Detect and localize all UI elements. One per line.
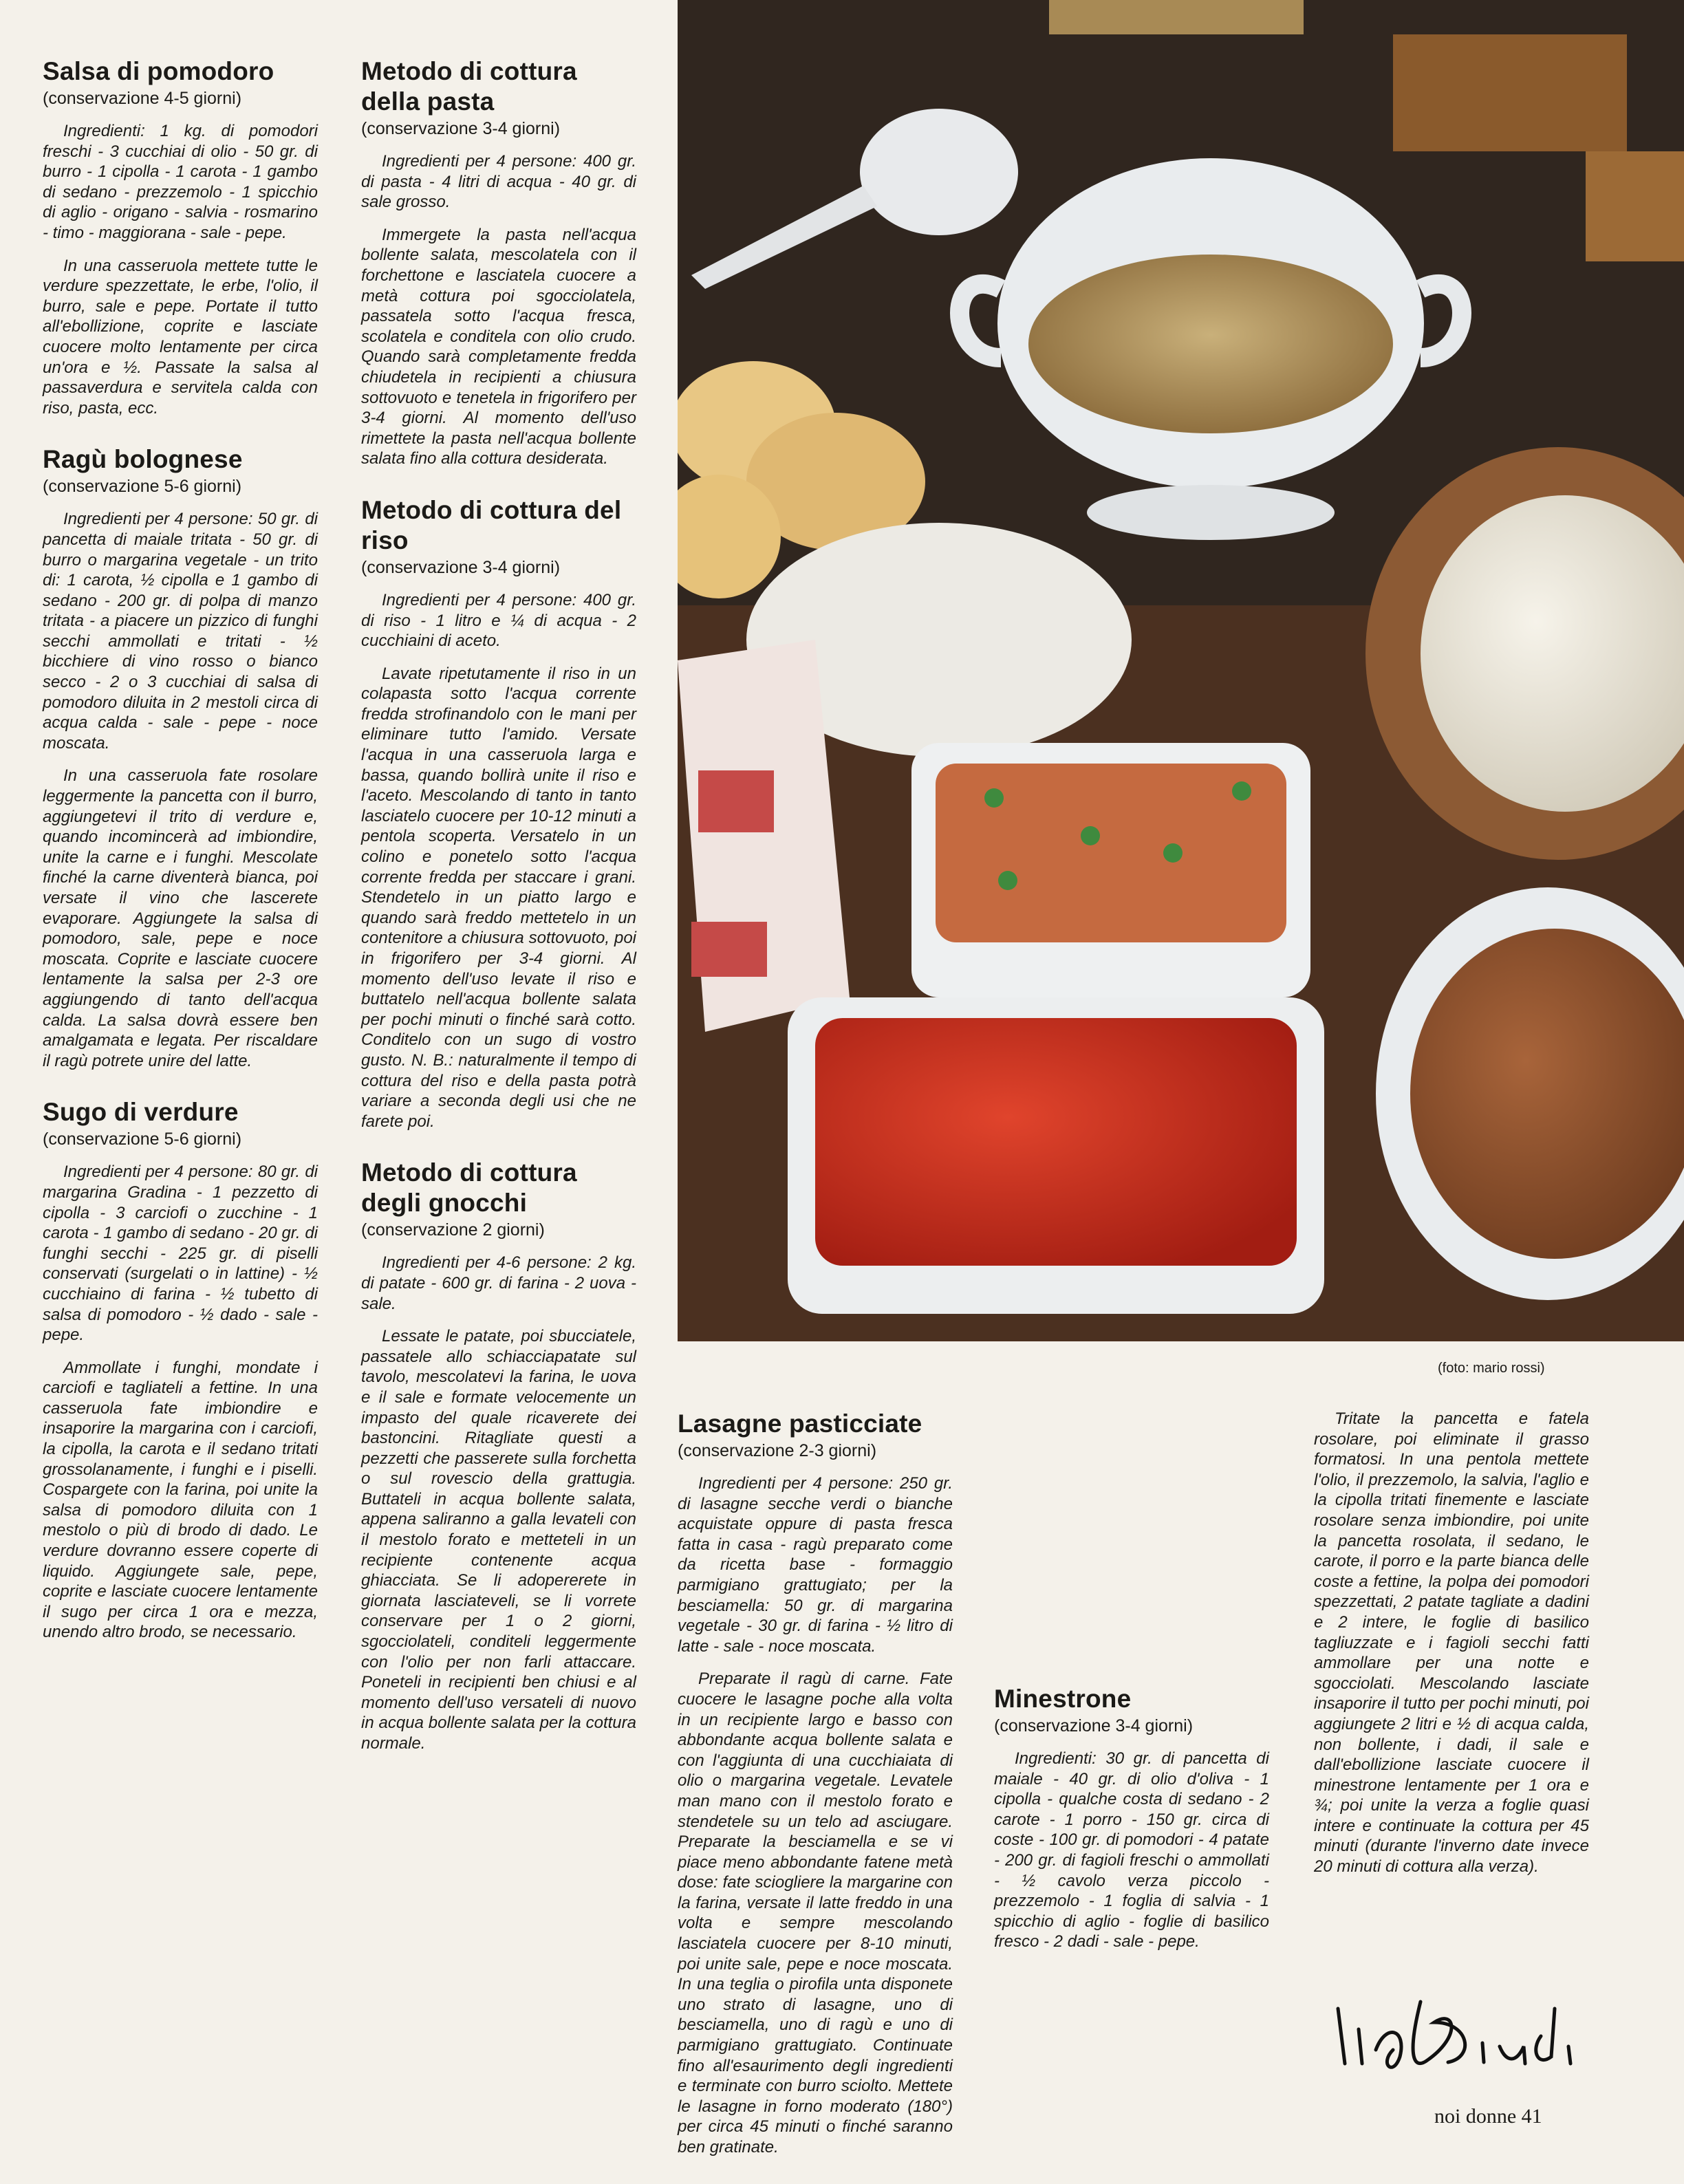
- recipe-method: Immergete la pasta nell'acqua bollente salata, mescolatela con il forchettone e lasciatela cuocere a metà cottura poi sgocciolatela, passatela sotto l'acqua fresca, scolatela e conditela con olio crudo. Quando sarà completamente fredda chiudetela in recipienti a chiusura sottovuoto e tenetela in frigorifero per 3-4 giorni. Al momento dell'uso rimettete la pasta nell'acqua bollente salata fino alla cottura desiderata.: [361, 225, 636, 468]
- recipe-ingredients: Ingredienti: 30 gr. di pancetta di maiale - 40 gr. di olio d'oliva - 1 cipolla - qualche costa di sedano - 2 carote - 1 porro - 150 gr. circa di coste - 100 gr. di pomodori - 4 patate - 200 gr. di fagioli freschi o ammollati - ½ cavolo verza piccolo - prezzemolo - 1 foglia di salvia - 1 spicchio di aglio - foglie di basilico fresco - 2 dadi - sale - pepe.: [994, 1749, 1269, 1951]
- recipe-subtitle: (conservazione 5-6 giorni): [43, 1129, 242, 1149]
- recipe-title: Metodo di cottura della pasta: [361, 57, 577, 116]
- recipe-subtitle: (conservazione 3-4 giorni): [361, 557, 561, 577]
- recipe-minestrone: [994, 1684, 1269, 1952]
- recipe-method: In una casseruola mettete tutte le verdure spezzettate, le erbe, l'olio, il burro, sale e pepe. Portate il tutto all'ebollizione, coprite e lasciate cuocere molto lentamente per circa un'ora e ½. Passate la salsa al passaverdura e servitela calda con riso, pasta, ecc.: [43, 256, 318, 418]
- signature-icon: [1324, 1981, 1586, 2084]
- recipe-title: Metodo di cottura degli gnocchi: [361, 1158, 577, 1218]
- recipe-title: Sugo di verdure: [43, 1098, 239, 1127]
- column-4: [994, 1684, 1269, 1978]
- recipe-ingredients: Ingredienti per 4 persone: 50 gr. di pancetta di maiale tritata - 50 gr. di burro o margarina vegetale - un trito di: 1 carota, ½ cipolla e 1 gambo di sedano - 200 gr. di polpa di manzo tritata - a piacere un pizzico di funghi secchi ammollati e tritati - ½ bicchiere di vino rosso o bianco secco - 2 o 3 cucchiai di salsa di pomodoro diluita in 2 mestoli circa di acqua calda - sale - pepe - noce moscata.: [43, 510, 318, 753]
- recipe-subtitle: (conservazione 5-6 giorni): [43, 477, 242, 497]
- recipe-cottura-gnocchi: [361, 1158, 636, 1753]
- author-signature: [1324, 1981, 1586, 2084]
- recipe-cottura-pasta: [361, 56, 636, 469]
- recipe-ingredients: Ingredienti per 4 persone: 250 gr. di lasagne secche verdi o bianche acquistate oppure di pasta fresca fatta in casa - ragù preparato come da ricetta base - formaggio parmigiano grattugiato; per la besciamella: 50 gr. di margarina vegetale - 30 gr. di farina - ½ litro di latte - sale - noce moscata.: [678, 1474, 953, 1656]
- column-3: [678, 1409, 953, 2184]
- recipe-subtitle: (conservazione 3-4 giorni): [361, 119, 561, 138]
- recipe-method: Lessate le patate, poi sbucciatele, passatele allo schiacciapatate sul tavolo, mescolatevi la farina, le uova e il sale e formate velocemente un impasto del quale ricaverete dei bastoncini. Ritagliate questi a pezzetti che passerete sulla forchetta o sul rovescio della grattugia. Buttateli in acqua bollente salata, appena saliranno a galla levateli con il mestolo forato e metteteli in un recipiente contenente acqua ghiacciata. Se li adopererete in giornata lasciateveli, se li vorrete conservare per 1 o 2 giorni, sgocciolateli, conditeli leggermente con l'olio per non farli attaccare. Poneteli in recipienti ben chiusi e al momento dell'uso versateli di nuovo in acqua bollente salata per la cottura normale.: [361, 1327, 636, 1753]
- recipe-method: Lavate ripetutamente il riso in un colapasta sotto l'acqua corrente fredda strofinandolo con le mani per eliminare tutto l'amido. Versate l'acqua in una casseruola larga e bassa, quando bollirà unite il riso e l'aceto. Mescolando di tanto in tanto lasciatelo cuocere per 10-12 minuti a pentola scoperta. Versatelo in un colino e ponetelo sotto l'acqua corrente fredda per staccare i grani. Stendetelo in un piatto largo e quando sarà freddo mettetelo in un contenitore a chiusura sottovuoto, poi in frigorifero per 3-4 giorni. Al momento dell'uso levate il riso e buttatelo nell'acqua bollente salata per pochi minuti o finché sarà cotto. Conditelo con un sugo di vostro gusto. N. B.: naturalmente il tempo di cottura del riso e della pasta potrà variare a seconda degli usi che ne farete poi.: [361, 664, 636, 1131]
- food-photo-illustration: [678, 0, 1684, 1341]
- recipe-lasagne-pasticciate: [678, 1409, 953, 2158]
- recipe-title: Lasagne pasticciate: [678, 1409, 922, 1438]
- recipe-ingredients: Ingredienti: 1 kg. di pomodori freschi - 3 cucchiai di olio - 50 gr. di burro - 1 cipolla - 1 carota - 1 gambo di sedano - prezzemolo - 1 spicchio di aglio - origano - salvia - rosmarino - timo - maggiorana - sale - pepe.: [43, 122, 318, 242]
- recipe-title: Metodo di cottura del riso: [361, 495, 622, 554]
- recipe-cottura-riso: [361, 495, 636, 1132]
- recipe-ingredients: Ingredienti per 4-6 persone: 2 kg. di patate - 600 gr. di farina - 2 uova - sale.: [361, 1253, 636, 1313]
- food-photo: [678, 0, 1684, 1341]
- column-1: [43, 56, 318, 1669]
- column-5: [1314, 1409, 1589, 1890]
- recipe-method: Tritate la pancetta e fatela rosolare, poi eliminate il grasso formatosi. In una pentola mettete l'olio, il prezzemolo, la salvia, l'aglio e la cipolla tritati finemente e lasciate rosolare senza imbiondire, poi unite la pancetta rosolata, il sedano, le carote, il porro e la parte bianca delle coste a fettine, la polpa dei pomodori spezzettati, 2 patate tagliate a dadini e 2 intere, le foglie di basilico tagliuzzate e i fagioli secchi fatti ammollare per una notte e sgocciolati. Mescolando lasciate insaporire il tutto per pochi minuti, poi aggiungete 2 litri e ½ di acqua calda, non bollente, i dadi, il sale e dall'ebollizione lasciate cuocere il minestrone lentamente per 1 ora e ¾; poi unite la verza a foglie quasi intere e continuate la cottura per 45 minuti (durante l'inverno date invece 20 minuti di cottura alla verza).: [1314, 1409, 1589, 1877]
- photo-credit: (foto: mario rossi): [1438, 1361, 1545, 1376]
- recipe-subtitle: (conservazione 4-5 giorni): [43, 89, 242, 108]
- recipe-ingredients: Ingredienti per 4 persone: 400 gr. di riso - 1 litro e ¼ di acqua - 2 cucchiaini di aceto.: [361, 590, 636, 651]
- recipe-method: Ammollate i funghi, mondate i carciofi e tagliateli a fettine. In una casseruola fate imbiondire e insaporire la margarina con i carciofi, la cipolla, la carota e il sedano tritati grossolanamente, i funghi e i piselli. Cospargete con la farina, poi unite la salsa di pomodoro diluita con 1 mestolo o più di brodo di dado. Le verdure dovranno essere coperte di liquido. Aggiungete sale, pepe, coprite e lasciate cuocere lentamente il sugo per circa 1 ora e mezza, unendo altro brodo, se necessario.: [43, 1358, 318, 1642]
- recipe-method: Preparate il ragù di carne. Fate cuocere le lasagne poche alla volta in un recipiente largo e basso con abbondante acqua bollente salata e con l'aggiunta di una cucchiaiata di olio o margarina vegetale. Levatele man mano con il mestolo forato e stendetele su un telo ad asciugare. Preparate la besciamella e se vi piace meno abbondante fatene metà dose: fate sciogliere la margarine con la farina, versate il latte freddo in una volta e sempre mescolando lasciatela cuocere per 8-10 minuti, poi unite sale, pepe e noce moscata. In una teglia o pirofila unta disponete uno strato di lasagne, uno di besciamella, uno di ragù e uno di parmigiano grattugiato. Continuate fino all'esaurimento degli ingredienti e terminate con burro sciolto. Mettete le lasagne in forno moderato (180°) per circa 45 minuti o finché saranno ben gratinate.: [678, 1669, 953, 2156]
- recipe-title: Salsa di pomodoro: [43, 57, 274, 85]
- recipe-subtitle: (conservazione 2-3 giorni): [678, 1441, 877, 1460]
- recipe-subtitle: (conservazione 3-4 giorni): [994, 1716, 1194, 1736]
- column-2: [361, 56, 636, 1780]
- recipe-salsa-di-pomodoro: [43, 56, 318, 418]
- recipe-ragu-bolognese: [43, 444, 318, 1071]
- recipe-title: Ragù bolognese: [43, 445, 243, 474]
- recipe-title: Minestrone: [994, 1685, 1132, 1713]
- recipe-method: In una casseruola fate rosolare leggermente la pancetta con il burro, aggiungetevi il trito di verdure e, quando incomincerà ad imbiondire, unite la carne e i funghi. Mescolate finché la carne diventerà bianca, poi versate il vino che lascerete evaporare. Aggiungete la salsa di pomodoro, sale, pepe e noce moscata. Coprite e lasciate cuocere lentamente la salsa per 2-3 ore aggiungendo di tanto dell'acqua calda. La salsa dovrà essere ben amalgamata e legata. Per riscaldare il ragù potrete unire del latte.: [43, 766, 318, 1070]
- recipe-ingredients: Ingredienti per 4 persone: 400 gr. di pasta - 4 litri di acqua - 40 gr. di sale grosso.: [361, 152, 636, 212]
- recipe-subtitle: (conservazione 2 giorni): [361, 1220, 545, 1240]
- recipe-sugo-di-verdure: [43, 1097, 318, 1643]
- recipe-ingredients: Ingredienti per 4 persone: 80 gr. di margarina Gradina - 1 pezzetto di cipolla - 3 carciofi o zucchine - 1 carota - 1 gambo di sedano - 20 gr. di funghi secchi - 225 gr. di piselli conservati (surgelati o in lattine) - ½ cucchiaino di farina - ½ tubetto di salsa di pomodoro - ½ dado - sale - pepe.: [43, 1163, 318, 1345]
- page-footer: noi donne 41: [1434, 2105, 1542, 2128]
